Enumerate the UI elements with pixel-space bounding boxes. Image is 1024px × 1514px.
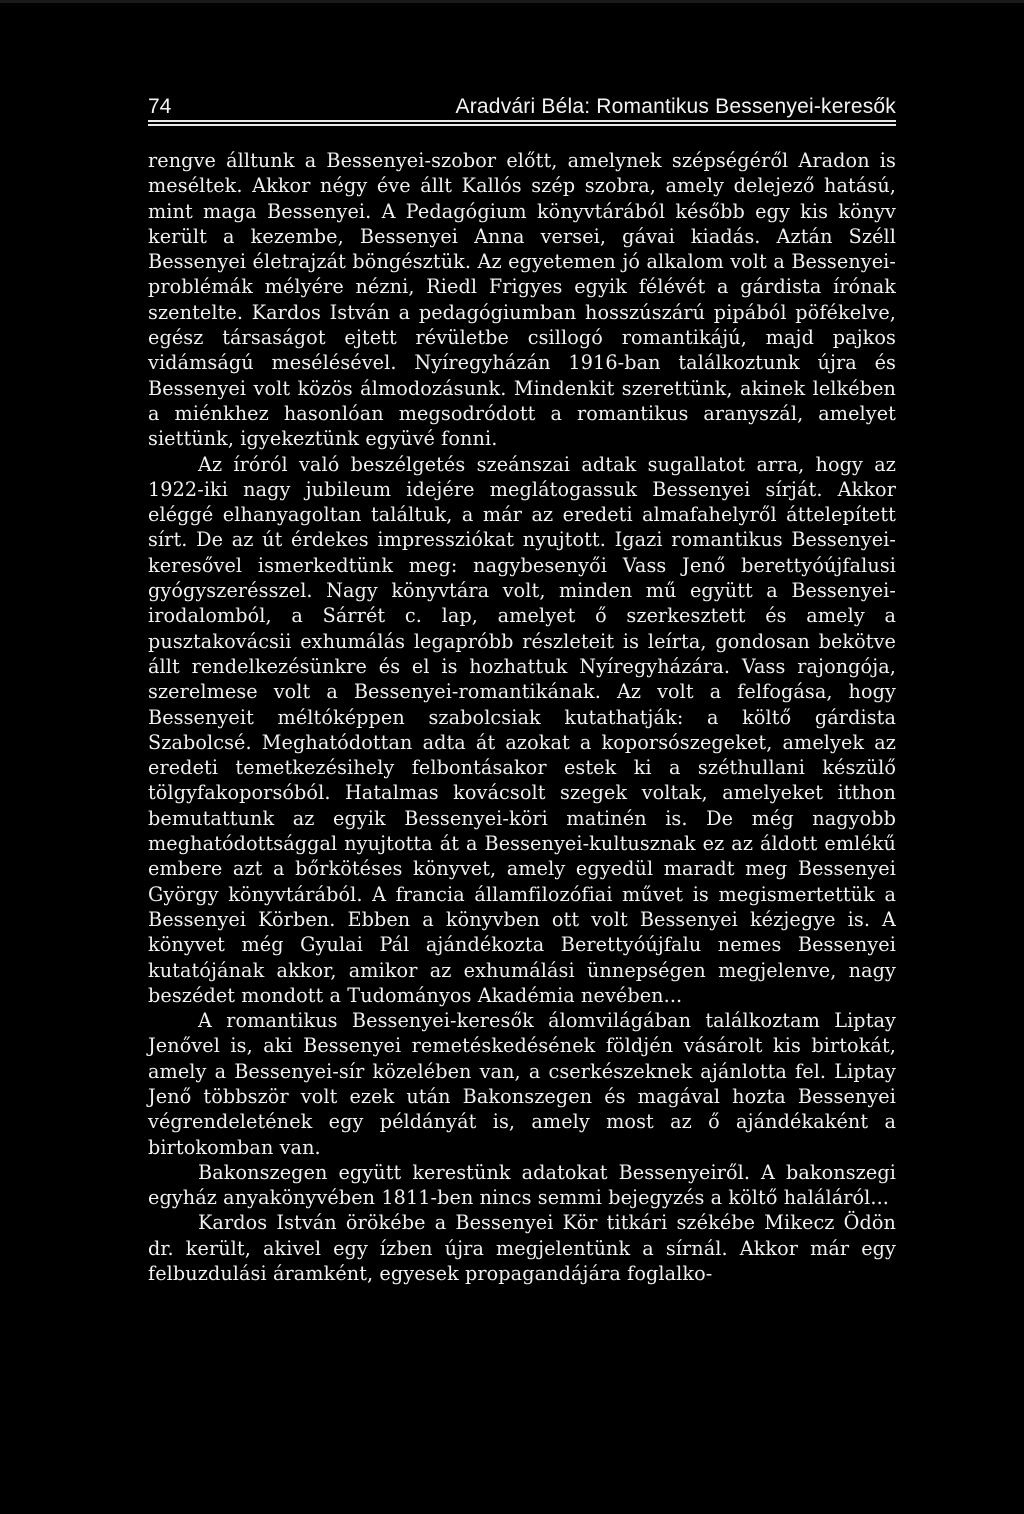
top-edge-line (0, 0, 1024, 3)
header-rule-upper (148, 120, 896, 122)
page-number: 74 (148, 95, 172, 118)
header-rule-lower (148, 124, 896, 126)
running-head: Aradvári Béla: Romantikus Bessenyei-keresők (455, 95, 896, 118)
paragraph: Kardos István örökébe a Bessenyei Kör titkári székébe Mikecz Ödön dr. került, akivel egy ízben újra megjelentünk a sírnál. Akkor már egy felbuzdulási áramként, egyesek propagandájára foglalko- (148, 1211, 896, 1286)
body-text (148, 148, 896, 1286)
paragraph: Bakonszegen együtt kerestünk adatokat Bessenyeiről. A bakonszegi egyház anyakönyvében 1811-ben nincs semmi bejegyzés a költő haláláról... (148, 1160, 896, 1210)
page-header (148, 92, 896, 122)
paragraph: Az íróról való beszélgetés szeánszai adtak sugallatot arra, hogy az 1922-iki nagy jubileum idejére meglátogassuk Bessenyei sírját. Akkor eléggé elhanyagoltan találtuk, a már az eredeti almafahelyről áttelepített sírt. De az út érdekes impressziókat nyujtott. Igazi romantikus Bessenyei-keresővel ismerkedtünk meg: nagybesenyői Vass Jenő berettyóújfalusi gyógyszerésszel. Nagy könyvtára volt, minden mű együtt a Bessenyei-irodalomból, a Sárrét c. lap, amelyet ő szerkesztett és amely a pusztakovácsii exhumálás legapróbb részleteit is leírta, gondosan bekötve állt rendelkezésünkre és el is hozhattuk Nyíregyházára. Vass rajongója, szerelmese volt a Bessenyei-romantikának. Az volt a felfogása, hogy Bessenyeit méltóképpen szabolcsiak kutathatják: a költő gárdista Szabolcsé. Meghatódottan adta át azokat a koporsószegeket, amelyek az eredeti temetkezésihely felbontásakor estek ki a széthullani készülő tölgyfakoporsóból. Hatalmas kovácsolt szegek voltak, amelyeket itthon bemutattunk az egyik Bessenyei-köri matinén is. De még nagyobb meghatódottsággal nyujtotta át a Bessenyei-kultusznak ez az áldott emlékű embere azt a bőrkötéses könyvet, amely egyedül maradt meg Bessenyei György könyvtárából. A francia államfilozófiai művet is megismertettük a Bessenyei Körben. Ebben a könyvben ott volt Bessenyei kézjegye is. A könyvet még Gyulai Pál ajándékozta Berettyóújfalu nemes Bessenyei kutatójának akkor, amikor az exhumálási ünnepségen megjelenve, nagy beszédet mondott a Tudományos Akadémia nevében... (148, 452, 896, 1007)
paragraph-continued: rengve álltunk a Bessenyei-szobor előtt, amelynek szépségéről Aradon is meséltek. Akkor négy éve állt Kallós szép szobra, amely delejező hatású, mint maga Bessenyei. A Pedagógium könyvtárából később egy kis könyv került a kezembe, Bessenyei Anna versei, gávai kiadás. Aztán Széll Bessenyei életrajzát böngésztük. Az egyetemen jó alkalom volt a Bessenyei-problémák mélyére nézni, Riedl Frigyes egyik félévét a gárdista írónak szentelte. Kardos István a pedagógiumban hosszúszárú pipából pöfékelve, egész társaságot ejtett révületbe csillogó romantikájú, majd pajkos vidámságú mesélésével. Nyíregyházán 1916-ban találkoztunk újra és Bessenyei volt közös álmodozásunk. Mindenkit szerettünk, akinek lelkében a miénkhez hasonlóan megsodródott a romantikus aranyszál, amelyet siettünk, igyekeztünk együvé fonni. (148, 149, 896, 451)
paragraph: A romantikus Bessenyei-keresők álomvilágában találkoztam Liptay Jenővel is, aki Bessenyei remetéskedésének földjén vásárolt kis birtokát, amely a Bessenyei-sír közelében van, a cserkészeknek ajánlotta fel. Liptay Jenő többször volt ezek után Bakonszegen és magával hozta Bessenyei végrendeletének egy példányát is, amely most az ő ajándékaként a birtokomban van. (148, 1009, 896, 1159)
